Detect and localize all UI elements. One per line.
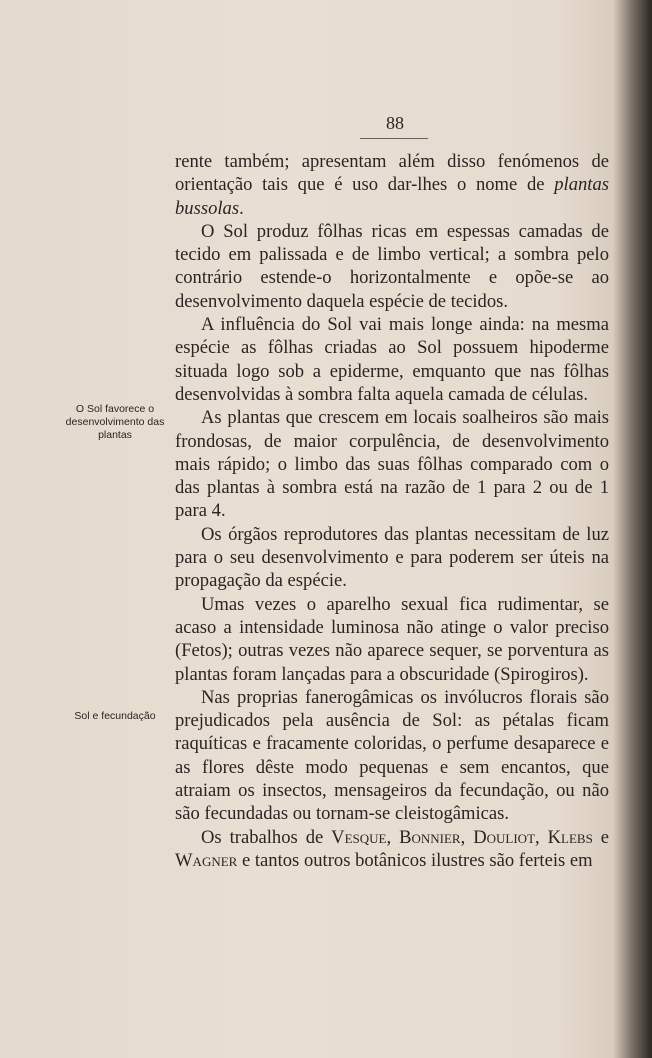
author-name: Wagner (175, 849, 238, 871)
author-name: Bonnier (399, 826, 461, 848)
paragraph-1 (175, 150, 609, 220)
separator: e (592, 826, 610, 848)
paragraph-8-suffix: e tantos outros botânicos ilustres são ferteis em (237, 849, 593, 871)
author-name: Douliot (473, 826, 536, 848)
paragraph-2: O Sol produz fôlhas ricas em espessas camadas de tecido em palissada e de limbo vertical; a sombra pelo contrário estende-o horizontalmente e opõe-se ao desenvolvimento daquela espécie de tecidos. (175, 220, 609, 312)
body-text (175, 150, 609, 872)
paragraph-8-prefix: Os trabalhos de (201, 826, 332, 848)
paragraph-1-end: . (239, 197, 244, 219)
paragraph-6: Umas vezes o aparelho sexual fica rudimentar, se acaso a intensidade luminosa não atinge o valor preciso (Fetos); outras vezes não aparece sequer, se porventura as plantas foram lançadas para a obscuridade (Spirogiros). (175, 593, 609, 685)
paragraph-4: As plantas que crescem em locais soalheiros são mais frondosas, de maior corpulência, de desenvolvimento mais rápido; o limbo das suas fôlhas comparado com o das plantas à sombra está na razão de 1 para 2 ou de 1 para 4. (175, 407, 609, 522)
paragraph-7: Nas proprias fanerogâmicas os invólucros florais são prejudicados pela ausência de Sol: as pétalas ficam raquíticas e fracamente coloridas, o perfume desaparece e as flores dêste modo pequenas e sem encantos, que atraiam os insectos, mensageiros da fecundação, ou não são fecundadas ou tornam-se cleistogâmicas. (175, 686, 609, 825)
author-name: Klebs (547, 826, 593, 848)
paragraph-1-text: rente também; apresentam além disso fenómenos de orientação tais que é uso dar-lhes o nome de (175, 151, 609, 196)
italic-term: plantas bussolas (175, 174, 609, 219)
paragraph-5: Os órgãos reprodutores das plantas necessitam de luz para o seu desenvolvimento e para poderem ser úteis na propagação da espécie. (175, 523, 609, 592)
paragraph-3: A influência do Sol vai mais longe ainda: na mesma espécie as fôlhas criadas ao Sol possuem hipoderme situada logo sob a epiderme, emquanto que nas fôlhas desenvolvidas à sombra falta aquela camada de células. (175, 314, 609, 405)
separator: , (535, 826, 548, 848)
page-number: 88 (386, 113, 404, 133)
author-name: Vesque (331, 826, 387, 848)
paragraph-8 (175, 826, 609, 873)
separator: , (386, 826, 400, 848)
separator: , (460, 826, 474, 848)
margin-note-sun-fecundation: Sol e fecundação (74, 710, 156, 722)
margin-note-sun-development: O Sol favorece o desenvolvimento das plantas (65, 403, 165, 441)
page-number-rule (360, 138, 428, 139)
